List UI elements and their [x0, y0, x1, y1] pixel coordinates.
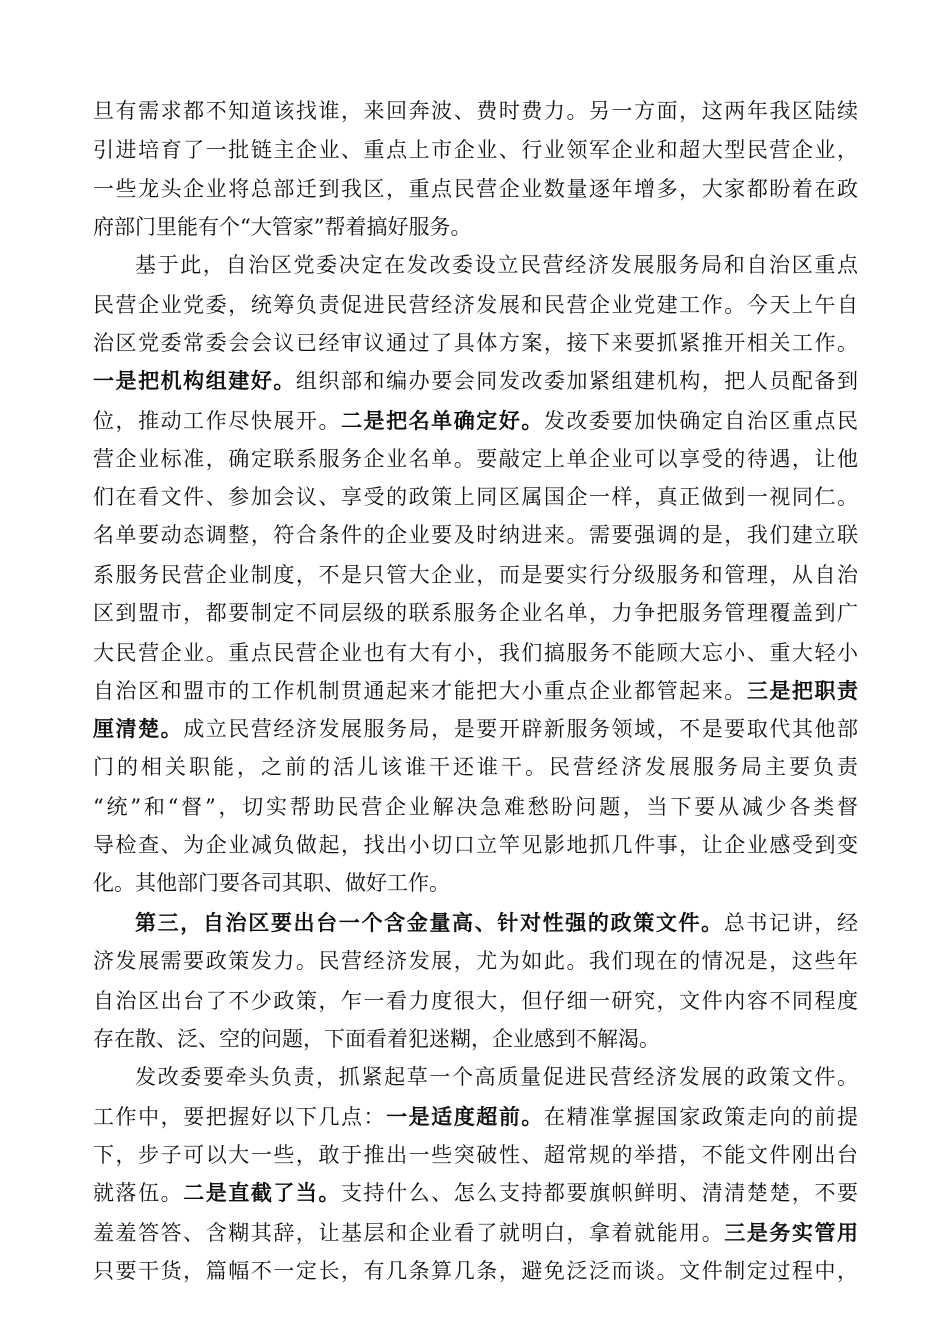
text-line	[93, 484, 858, 510]
text-segment: 引进培育了一批链主企业、重点上市企业、行业领军企业和超大型民营企业，	[93, 138, 858, 162]
text-line	[93, 214, 858, 240]
text-line	[135, 1064, 858, 1090]
text-line	[93, 1026, 858, 1052]
text-segment: 下，步子可以大一些，敢于推出一些突破性、超常规的举措，不能文件刚出台	[93, 1143, 858, 1167]
text-line	[93, 988, 858, 1014]
text-segment: 治区党委常委会会议已经审议通过了具体方案，接下来要抓紧推开相关工作。	[93, 331, 858, 355]
text-segment: 存在散、泛、空的问题，下面看着犯迷糊，企业感到不解渴。	[93, 1027, 660, 1051]
text-segment: 系服务民营企业制度，不是只管大企业，而是要实行分级服务和管理，从自治	[93, 563, 858, 587]
text-segment: 自治区和盟市的工作机制贯通起来才能把大小重点企业都管起来。	[93, 679, 747, 703]
text-line	[93, 794, 858, 820]
text-line	[93, 137, 858, 163]
text-segment: 旦有需求都不知道该找谁，来回奔波、费时费力。另一方面，这两年我区陆续	[93, 99, 858, 123]
text-line	[93, 408, 858, 434]
text-segment: 发改委要加快确定自治区重点民	[543, 409, 859, 433]
text-line	[135, 910, 858, 936]
text-segment: 济发展需要政策发力。民营经济发展，尤为如此。我们现在的情况是，这些年	[93, 949, 858, 973]
text-line	[93, 948, 858, 974]
text-line	[93, 98, 858, 124]
text-segment: 位，推动工作尽快展开。	[93, 409, 341, 433]
bold-text-segment: 第三，自治区要出台一个含金量高、针对性强的政策文件。	[135, 910, 724, 935]
text-segment: 导检查、为企业减负做起，找出小切口立竿见影地抓几件事，让企业感受到变	[93, 833, 858, 857]
text-line	[93, 600, 858, 626]
text-segment: 就落伍。	[93, 1181, 184, 1205]
text-segment: 营企业标准，确定联系服务企业名单。要敲定上单企业可以享受的待遇，让他	[93, 447, 858, 471]
text-segment: 基于此，自治区党委决定在发改委设立民营经济发展服务局和自治区重点	[135, 253, 858, 277]
text-line	[93, 1258, 858, 1284]
text-segment: 工作中，要把握好以下几点：	[93, 1105, 387, 1129]
text-line	[135, 252, 858, 278]
text-line	[93, 292, 858, 318]
text-line	[93, 832, 858, 858]
text-line	[93, 176, 858, 202]
bold-text-segment: 三是把职责	[746, 678, 859, 703]
bold-text-segment: 一是适度超前。	[386, 1104, 544, 1129]
text-line	[93, 1220, 858, 1246]
text-segment: 只要干货，篇幅不一定长，有几条算几条，避免泛泛而谈。文件制定过程中，	[93, 1259, 858, 1283]
text-segment: 府部门里能有个“大管家”帮着搞好服务。	[93, 215, 472, 239]
text-segment: 发改委要牵头负责，抓紧起草一个高质量促进民营经济发展的政策文件。	[135, 1065, 858, 1089]
text-segment: 大民营企业。重点民营企业也有大有小，我们搞服务不能顾大忘小、重大轻小	[93, 641, 858, 665]
text-segment: 自治区出台了不少政策，乍一看力度很大，但仔细一研究，文件内容不同程度	[93, 989, 858, 1013]
text-segment: 名单要动态调整，符合条件的企业要及时纳进来。需要强调的是，我们建立联	[93, 523, 858, 547]
text-line	[93, 716, 858, 742]
text-segment: 们在看文件、参加会议、享受的政策上同区属国企一样，真正做到一视同仁。	[93, 485, 858, 509]
text-segment: 在精准掌握国家政策走向的前提	[543, 1105, 859, 1129]
text-line	[93, 640, 858, 666]
bold-text-segment: 三是务实管用	[724, 1220, 859, 1245]
text-line	[93, 1142, 858, 1168]
text-line	[93, 754, 858, 780]
text-segment: 成立民营经济发展服务局，是要开辟新服务领域，不是要取代其他部	[183, 717, 859, 741]
text-segment: 总书记讲，经	[723, 911, 859, 935]
text-segment: 羞羞答答、含糊其辞，让基层和企业看了就明白，拿着就能用。	[93, 1221, 725, 1245]
text-line	[93, 1180, 858, 1206]
text-line	[93, 870, 858, 896]
text-segment: 组织部和编办要会同发改委加紧组建机构，把人员配备到	[295, 369, 859, 393]
text-segment: 一些龙头企业将总部迁到我区，重点民营企业数量逐年增多，大家都盼着在政	[93, 177, 858, 201]
text-line	[93, 330, 858, 356]
text-line	[93, 368, 858, 394]
text-segment: 支持什么、怎么支持都要旗帜鲜明、清清楚楚，不要	[341, 1181, 859, 1205]
text-segment: “统”和“督”，切实帮助民营企业解决急难愁盼问题，当下要从减少各类督	[93, 795, 858, 819]
bold-text-segment: 二是直截了当。	[183, 1180, 342, 1205]
text-line	[93, 446, 858, 472]
bold-text-segment: 一是把机构组建好。	[93, 368, 296, 393]
text-line	[93, 522, 858, 548]
bold-text-segment: 厘清楚。	[93, 716, 184, 741]
text-segment: 民营企业党委，统筹负责促进民营经济发展和民营企业党建工作。今天上午自	[93, 293, 858, 317]
bold-text-segment: 二是把名单确定好。	[341, 408, 544, 433]
text-line	[93, 1104, 858, 1130]
text-segment: 门的相关职能，之前的活儿该谁干还谁干。民营经济发展服务局主要负责	[93, 755, 858, 779]
text-line	[93, 562, 858, 588]
text-segment: 化。其他部门要各司其职、做好工作。	[93, 871, 450, 895]
text-line	[93, 678, 858, 704]
text-segment: 区到盟市，都要制定不同层级的联系服务企业名单，力争把服务管理覆盖到广	[93, 601, 858, 625]
